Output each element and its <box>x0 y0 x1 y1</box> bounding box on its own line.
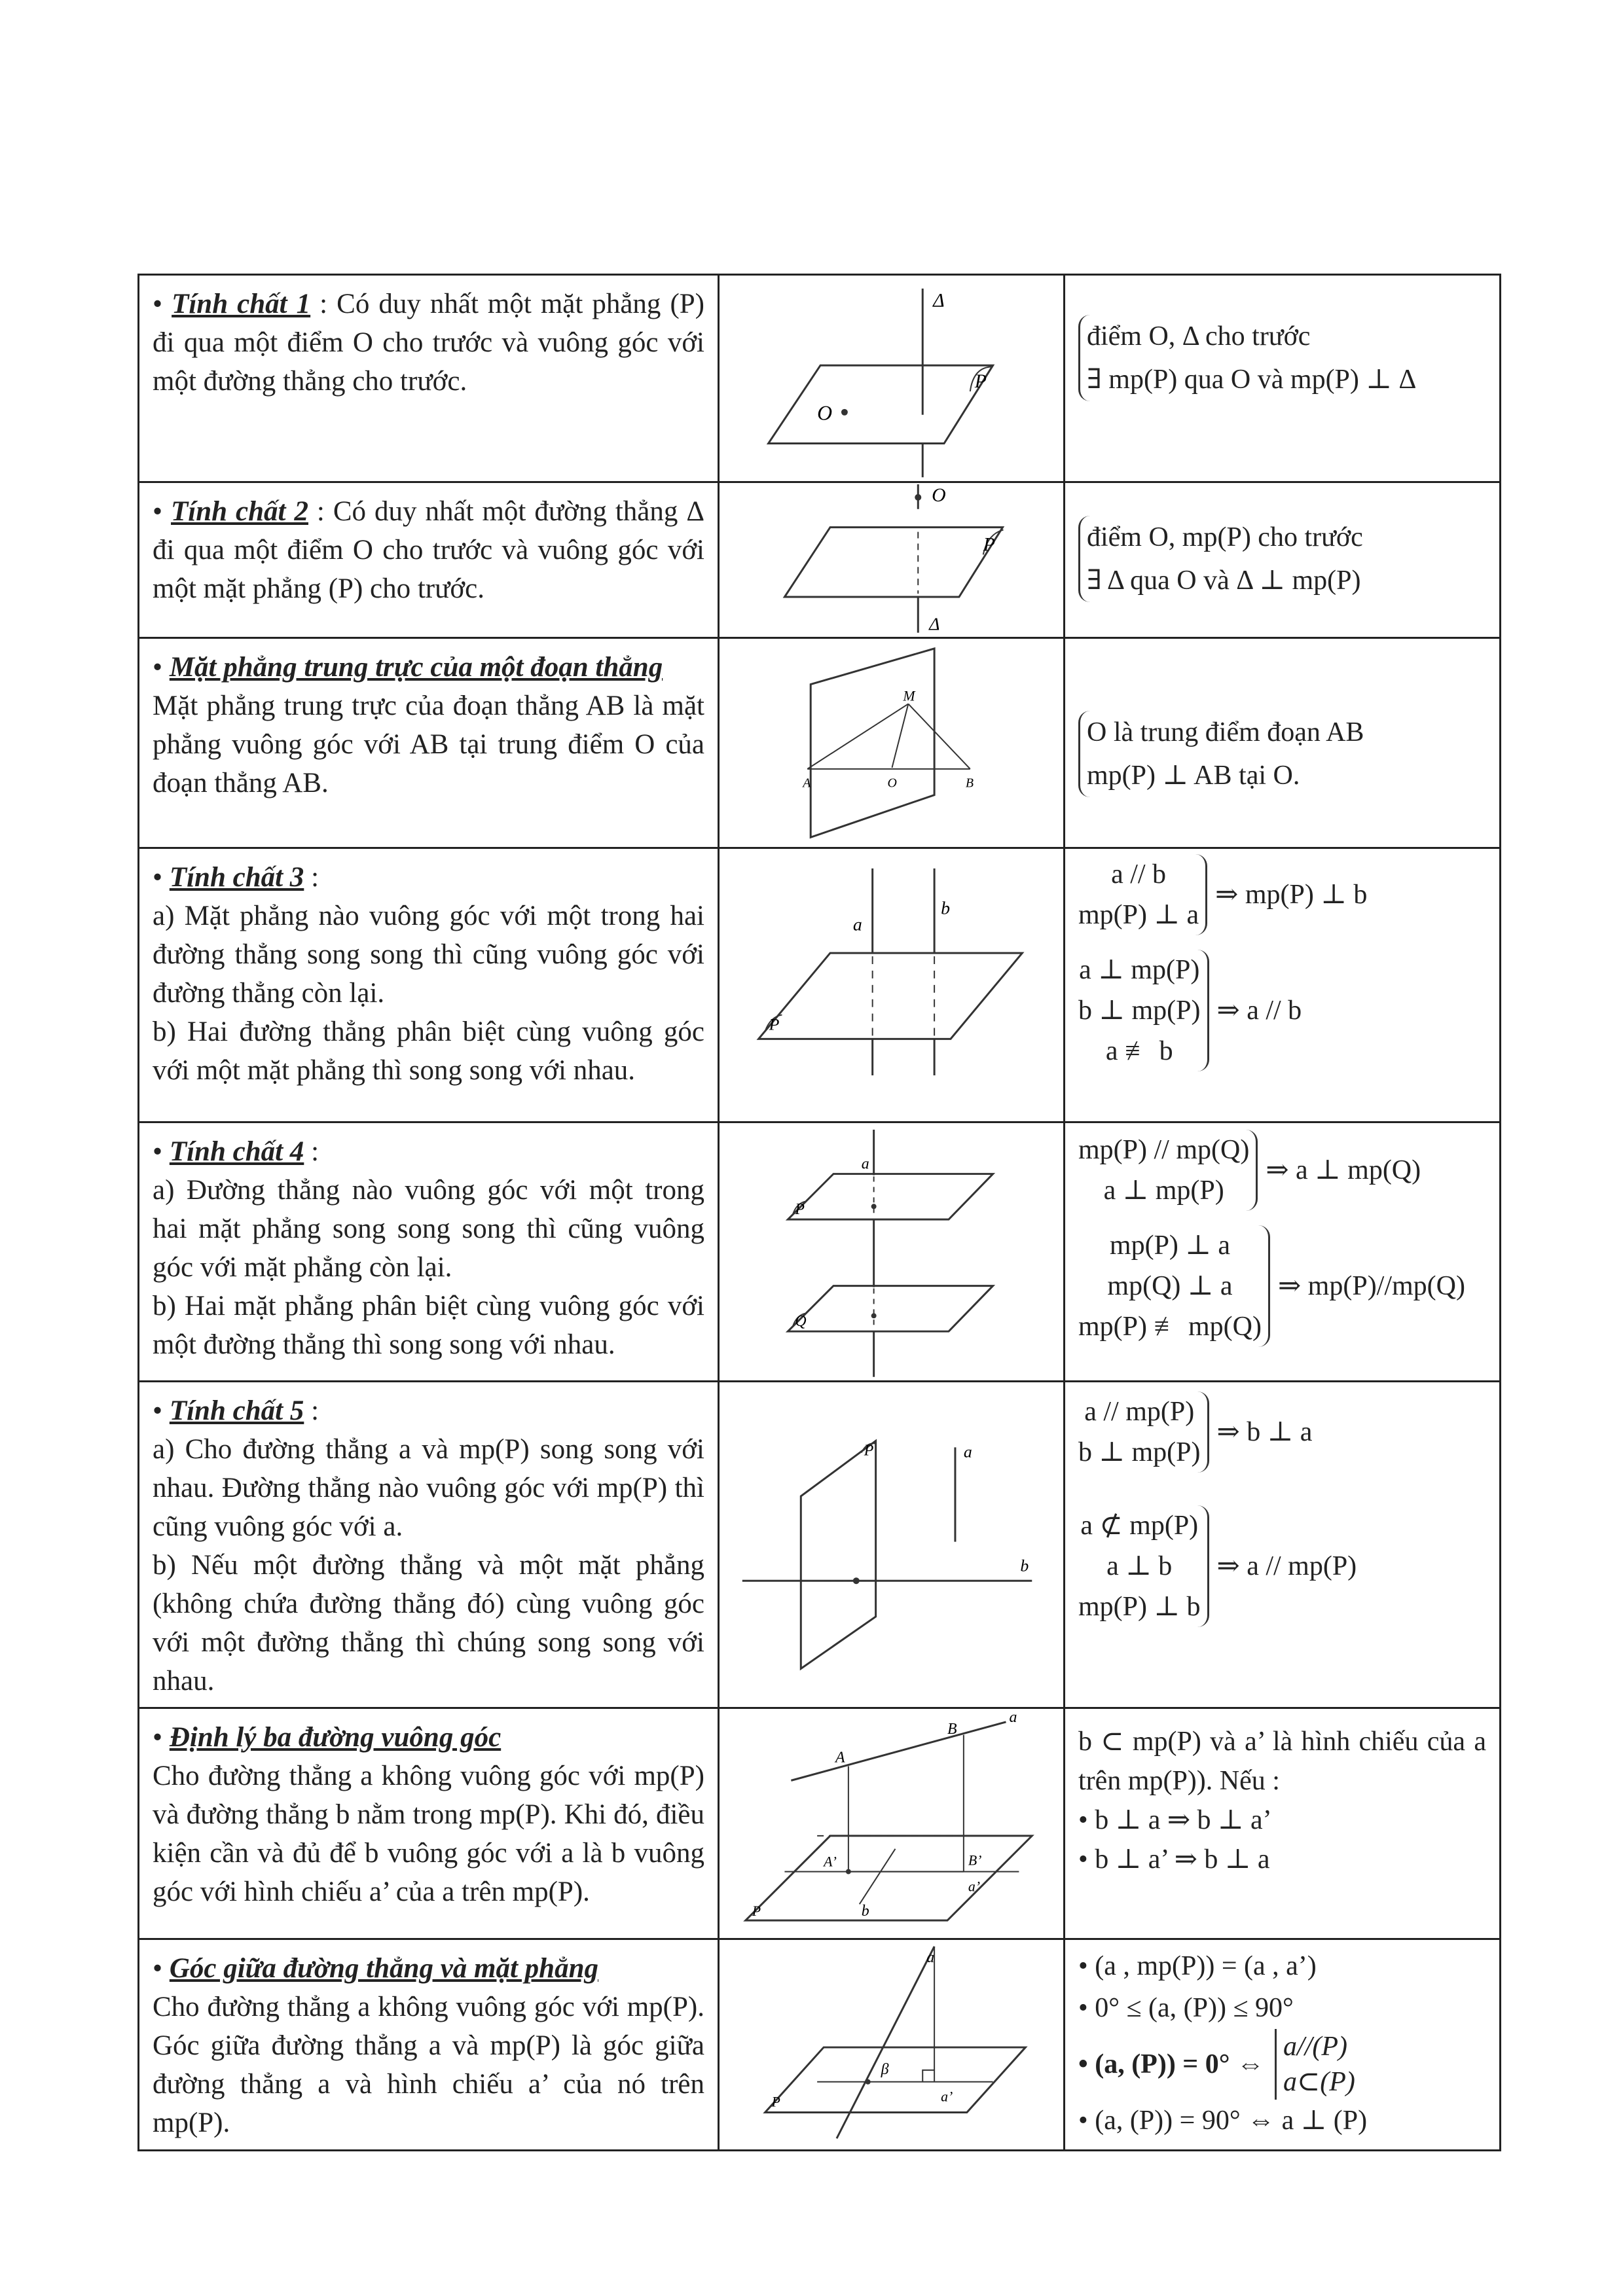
table-row <box>139 848 1501 1122</box>
p-label: P <box>974 370 987 393</box>
table-row <box>139 637 1501 848</box>
svg-text:Q: Q <box>795 1312 807 1330</box>
table-row <box>139 1122 1501 1382</box>
svg-text:M: M <box>903 688 915 704</box>
row-text: • Mặt phẳng trung trực của một đoạn thẳng Mặt phẳng trung trực của đoạn thẳng AB là mặt phẳng vuông góc với AB tại trung điểm O của đoạn thẳng AB. <box>139 639 718 809</box>
svg-text:P: P <box>864 1442 874 1460</box>
row-title: Tính chất 1 <box>172 289 311 319</box>
svg-text:O: O <box>887 776 897 791</box>
row-formula: mp(P) // mp(Q) a ⊥ mp(P) ⇒ a ⊥ mp(Q) mp(P) ⊥ a mp(Q) ⊥ a mp(P) ≢ mp(Q) ⇒ mp(P)//mp(Q) <box>1065 1123 1499 1369</box>
properties-table <box>137 274 1501 2151</box>
table-row <box>139 482 1501 638</box>
row-text: • Tính chất 5 : a) Cho đường thẳng a và mp(P) song song với nhau. Đường thẳng nào vuông góc với mp(P) thì cũng vuông góc với a. b) Nếu một đường thẳng và một mặt phẳng (không chứa đường thẳng đó) cùng vuông góc với một đường thẳng thì chúng song song với nhau. <box>153 1395 704 1697</box>
svg-text:A’: A’ <box>824 1854 837 1871</box>
delta-label: Δ <box>933 289 945 312</box>
svg-text:a: a <box>963 1442 972 1462</box>
svg-text:A: A <box>803 776 811 791</box>
row-formula: điểm O, Δ cho trước ∃ mp(P) qua O và mp(P) ⊥ Δ <box>1065 276 1499 409</box>
svg-text:P: P <box>752 1903 761 1920</box>
row-title: Tính chất 4 <box>169 1136 304 1167</box>
row-formula: O là trung điểm đoạn AB mp(P) ⊥ AB tại O. <box>1065 639 1499 805</box>
table-row <box>139 1708 1501 1939</box>
table-row <box>139 1382 1501 1708</box>
row-text: • Định lý ba đường vuông góc Cho đường thẳng a không vuông góc với mp(P) và đường thẳng b nằm trong mp(P). Khi đó, điều kiện cần và đủ để b vuông góc với a là b vuông góc với hình chiếu a’ của a trên mp(P). <box>153 1722 704 1908</box>
svg-text:b: b <box>861 1903 869 1920</box>
figure-plane-perp-line <box>720 276 1063 481</box>
row-title: Tính chất 5 <box>169 1395 304 1427</box>
row-formula: a // mp(P) b ⊥ mp(P) ⇒ b ⊥ a a ⊄ mp(P) a ⊥ b mp(P) ⊥ b ⇒ a // mp(P) <box>1065 1382 1499 1649</box>
row-title: Góc giữa đường thẳng và mặt phẳng <box>169 1953 598 1984</box>
figure-two-parallel-planes <box>720 1123 1063 1381</box>
svg-text:B: B <box>947 1721 957 1738</box>
row-body: : Có duy nhất một mặt phẳng (P) đi qua một điểm O cho trước và vuông góc với một đường thẳng cho trước. <box>153 289 705 397</box>
row-title: Tính chất 2 <box>171 496 308 528</box>
svg-text:B’: B’ <box>968 1853 982 1869</box>
row-title: Tính chất 3 <box>169 862 304 893</box>
row-formula: a // b mp(P) ⊥ a ⇒ mp(P) ⊥ b a ⊥ mp(P) b ⊥ mp(P) a ≢ b ⇒ a // b <box>1065 849 1499 1094</box>
svg-text:a: a <box>861 1155 869 1173</box>
delta-label: Δ <box>929 614 940 635</box>
row-title: Định lý ba đường vuông góc <box>169 1722 501 1753</box>
figure-perpendicular-bisector-plane <box>720 639 1063 847</box>
row-title: Mặt phẳng trung trực của một đoạn thẳng <box>169 651 663 683</box>
svg-text:P: P <box>769 1014 780 1034</box>
svg-text:B: B <box>965 776 974 791</box>
o-label: O <box>932 484 946 507</box>
p-label: P <box>983 533 995 556</box>
table-row <box>139 1939 1501 2151</box>
row-formula: điểm O, mp(P) cho trước ∃ Δ qua O và Δ ⊥ mp(P) <box>1065 483 1499 610</box>
svg-text:a’: a’ <box>941 2089 953 2105</box>
svg-text:a: a <box>852 914 862 935</box>
svg-text:β: β <box>881 2061 889 2079</box>
svg-text:a: a <box>1009 1709 1017 1727</box>
row-text: • Góc giữa đường thẳng và mặt phẳng Cho đường thẳng a không vuông góc với mp(P). Góc giữa đường thẳng a và mp(P) là góc giữa đường thẳng a và hình chiếu a’ của nó trên mp(P). <box>153 1953 704 2139</box>
figure-line-plane-angle <box>720 1940 1063 2148</box>
row-body: : Có duy nhất một đường thẳng Δ đi qua một điểm O cho trước và vuông góc với một mặt phẳng (P) cho trước. <box>153 496 704 605</box>
figure-line-perp-plane <box>720 483 1063 637</box>
svg-text:a: a <box>926 1949 935 1967</box>
figure-two-lines-plane <box>720 849 1063 1121</box>
figure-three-perpendiculars <box>720 1709 1063 1938</box>
table-row <box>139 275 1501 482</box>
row-body: Mặt phẳng trung trực của đoạn thẳng AB là mặt phẳng vuông góc với AB tại trung điểm O của đoạn thẳng AB. <box>153 690 704 798</box>
row-text: • Tính chất 1 : Có duy nhất một mặt phẳng (P) đi qua một điểm O cho trước và vuông góc với một đường thẳng cho trước. <box>153 289 705 397</box>
row-text: • Tính chất 2 : Có duy nhất một đường thẳng Δ đi qua một điểm O cho trước và vuông góc với một mặt phẳng (P) cho trước. <box>153 496 704 605</box>
o-label: O <box>817 401 833 425</box>
row-formula: • (a , mp(P)) = (a , a’) • 0° ≤ (a, (P)) ≤ 90° • (a, (P)) = 0° ⇔ a//(P) a⊂(P) • (a, (P)) = 90° ⇔ a ⊥ (P) <box>1078 1951 1368 2136</box>
row-text: • Tính chất 3 : a) Mặt phẳng nào vuông góc với một trong hai đường thẳng song song thì cũng vuông góc với đường thẳng còn lại. b) Hai đường thẳng phân biệt cùng vuông góc với một mặt phẳng thì song song với nhau. <box>153 862 704 1086</box>
svg-text:a’: a’ <box>968 1878 981 1895</box>
svg-text:b: b <box>1020 1556 1029 1575</box>
figure-line-parallel-plane <box>720 1382 1063 1691</box>
row-text: • Tính chất 4 : a) Đường thẳng nào vuông góc với một trong hai mặt phẳng song song song thì cũng vuông góc với mặt phẳng còn lại. b) Hai mặt phẳng phân biệt cùng vuông góc với một đường thẳng thì song song với nhau. <box>153 1136 704 1360</box>
svg-text:P: P <box>771 2094 780 2110</box>
svg-text:b: b <box>941 898 950 919</box>
svg-text:P: P <box>795 1200 805 1218</box>
svg-text:A: A <box>835 1749 845 1767</box>
row-formula: b ⊂ mp(P) và a’ là hình chiếu của a trên mp(P)). Nếu : • b ⊥ a ⇒ b ⊥ a’ • b ⊥ a’ ⇒ b ⊥ a <box>1078 1727 1486 1875</box>
